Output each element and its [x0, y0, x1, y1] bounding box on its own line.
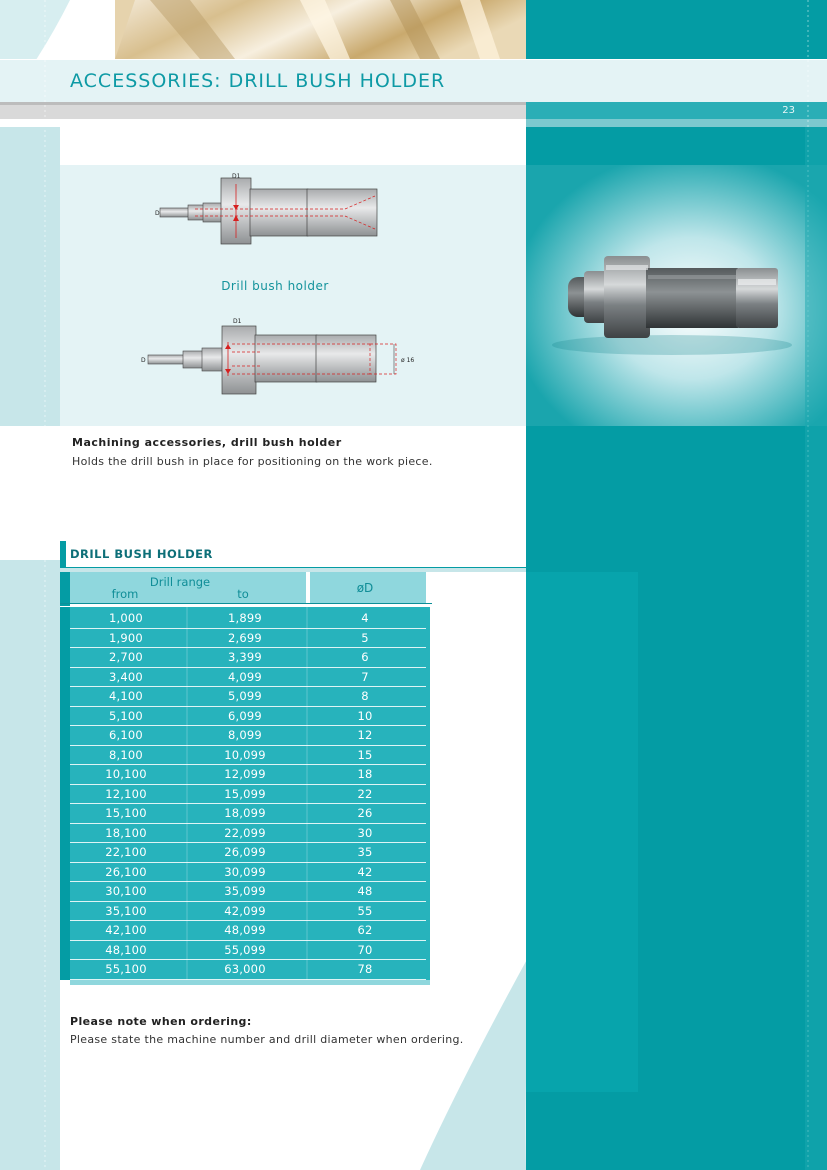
cell-diameter: 62	[357, 923, 373, 937]
intro-text: Holds the drill bush in place for positioning on the work piece.	[72, 455, 433, 468]
cell-from: 55,100	[105, 962, 147, 976]
cell-from: 35,100	[105, 903, 147, 918]
cell-to: 26,099	[224, 845, 266, 859]
cell-to: 48,099	[224, 923, 266, 937]
cell-from: 42,100	[105, 923, 147, 937]
note-text: Please state the machine number and drill diameter when ordering.	[70, 1033, 464, 1046]
cell-diameter: 10	[357, 708, 373, 723]
cell-diameter: 8	[361, 689, 369, 703]
cell-to: 18,099	[224, 806, 266, 820]
cell-from: 10,100	[105, 767, 147, 781]
cell-diameter: 22	[357, 786, 373, 801]
table-row	[70, 648, 430, 668]
table-row	[70, 960, 430, 980]
table-row	[70, 902, 430, 922]
table-header-diameter: øD	[356, 581, 374, 595]
cell-to: 8,099	[228, 728, 262, 742]
dim-label-bore: ø 16	[401, 357, 415, 364]
cell-from: 26,100	[105, 864, 147, 879]
cell-diameter: 78	[357, 962, 373, 976]
cell-from: 12,100	[105, 786, 147, 801]
cell-from: 6,100	[109, 728, 143, 742]
table-row	[70, 609, 430, 629]
dim-label-top-d1: D1	[232, 173, 241, 180]
cell-to: 6,099	[228, 708, 262, 723]
table-header-drill-range: Drill range	[149, 575, 211, 589]
table-row	[70, 824, 430, 844]
cell-to: 63,000	[224, 962, 266, 976]
cell-diameter: 6	[361, 650, 369, 664]
table-row	[70, 921, 430, 941]
cell-from: 1,000	[109, 611, 143, 625]
table-header-to: to	[237, 587, 249, 601]
cell-diameter: 35	[357, 845, 373, 859]
dim-label-bottom-d: D	[141, 357, 146, 364]
dim-label-top-d: D	[155, 210, 160, 217]
cell-to: 2,699	[228, 630, 262, 645]
table-body	[70, 609, 430, 980]
cell-diameter: 7	[361, 669, 369, 684]
cell-to: 55,099	[224, 942, 266, 957]
cell-diameter: 18	[357, 767, 373, 781]
cell-diameter: 15	[357, 747, 373, 762]
intro-heading: Machining accessories, drill bush holder	[72, 436, 342, 449]
table-row	[70, 785, 430, 805]
page-number: 23	[782, 105, 795, 116]
table-row	[70, 726, 430, 746]
table-row	[70, 629, 430, 649]
cell-from: 4,100	[109, 689, 143, 703]
table-row	[70, 941, 430, 961]
note-heading: Please note when ordering:	[70, 1015, 252, 1028]
cell-diameter: 12	[357, 728, 373, 742]
cell-to: 12,099	[224, 767, 266, 781]
table-row	[70, 746, 430, 766]
cell-from: 1,900	[109, 630, 143, 645]
cell-diameter: 48	[357, 884, 373, 898]
cell-from: 30,100	[105, 884, 147, 898]
page-title: ACCESSORIES: DRILL BUSH HOLDER	[70, 70, 446, 92]
cell-from: 3,400	[109, 669, 143, 684]
dim-label-bottom-d1: D1	[233, 318, 242, 325]
cell-diameter: 5	[361, 630, 369, 645]
table-row	[70, 863, 430, 883]
cell-to: 5,099	[228, 689, 262, 703]
row-divider	[70, 979, 426, 980]
figure-caption: Drill bush holder	[221, 279, 329, 293]
cell-from: 15,100	[105, 806, 147, 820]
table-row	[70, 668, 430, 688]
table-header-from: from	[111, 587, 139, 601]
cell-to: 42,099	[224, 903, 266, 918]
cell-diameter: 55	[357, 903, 373, 918]
cell-diameter: 70	[357, 942, 373, 957]
cell-to: 10,099	[224, 747, 266, 762]
cell-diameter: 4	[361, 611, 369, 625]
cell-from: 5,100	[109, 708, 143, 723]
table-row	[70, 707, 430, 727]
table-row	[70, 804, 430, 824]
cell-from: 48,100	[105, 942, 147, 957]
cell-from: 8,100	[109, 747, 143, 762]
cell-to: 1,899	[228, 611, 262, 625]
cell-to: 35,099	[224, 884, 266, 898]
cell-to: 4,099	[228, 669, 262, 684]
cell-to: 30,099	[224, 864, 266, 879]
table-row	[70, 843, 430, 863]
cell-to: 3,399	[228, 650, 262, 664]
cell-from: 2,700	[109, 650, 143, 664]
cell-diameter: 30	[357, 825, 373, 840]
cell-diameter: 42	[357, 864, 373, 879]
cell-from: 22,100	[105, 845, 147, 859]
cell-to: 22,099	[224, 825, 266, 840]
table-row	[70, 687, 430, 707]
table-row	[70, 765, 430, 785]
table-section-title: DRILL BUSH HOLDER	[70, 547, 213, 561]
cell-to: 15,099	[224, 786, 266, 801]
cell-diameter: 26	[357, 806, 373, 820]
cell-from: 18,100	[105, 825, 147, 840]
table-row	[70, 882, 430, 902]
